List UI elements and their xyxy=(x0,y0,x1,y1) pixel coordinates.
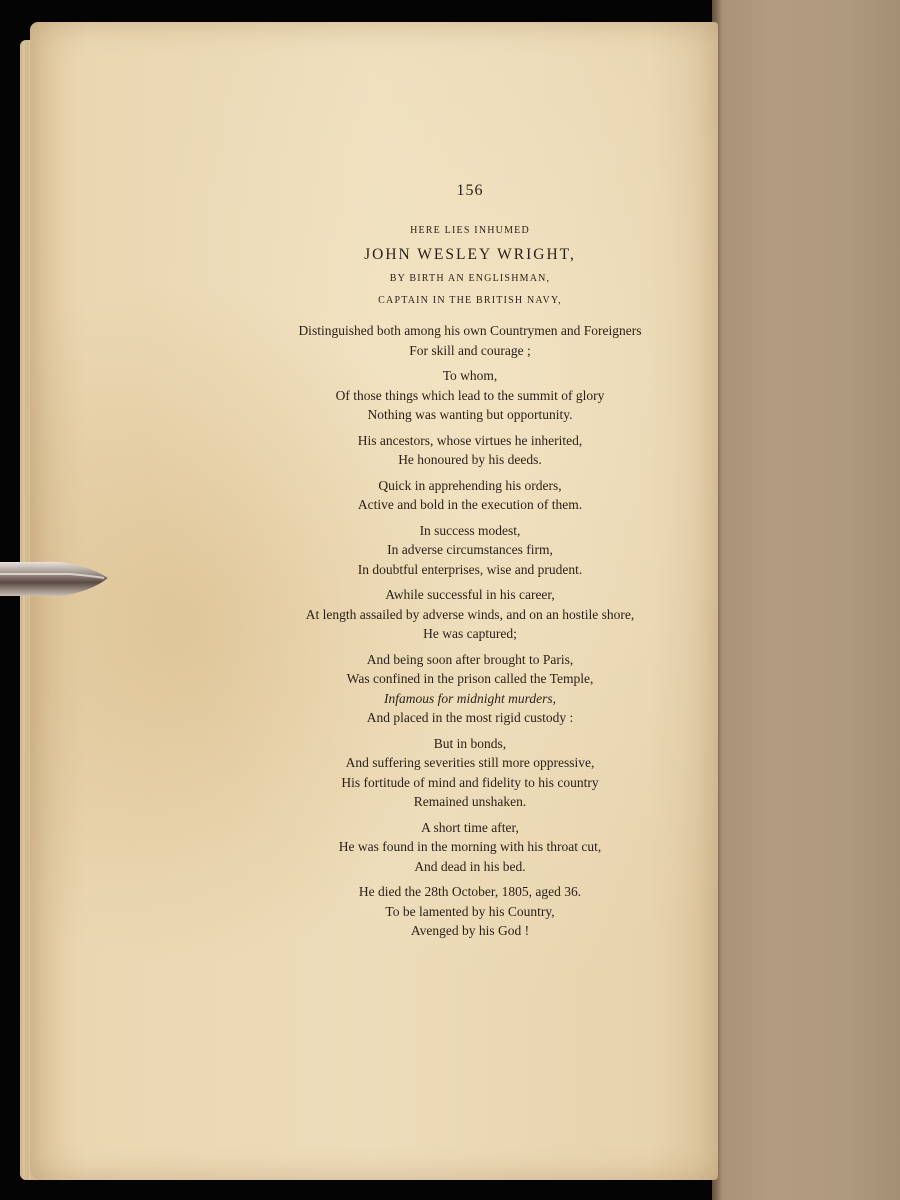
text-line: Avenged by his God ! xyxy=(410,923,530,938)
stanza-paris xyxy=(260,650,680,728)
text-line: Of those things which lead to the summit of glory xyxy=(335,387,605,403)
text-line: He was found in the morning with his throat cut, xyxy=(338,839,602,854)
text-line: Distinguished both among his own Countrymen and Foreigners xyxy=(298,323,642,338)
text-line: Active and bold in the execution of them. xyxy=(357,497,583,512)
text-line: And suffering severities still more oppressive, xyxy=(345,755,595,770)
text-line: Was confined in the prison called the Temple, xyxy=(346,671,594,686)
stanza-ancestors xyxy=(260,431,680,470)
header-line-captain: CAPTAIN IN THE BRITISH NAVY, xyxy=(378,295,562,306)
stanza-bonds xyxy=(260,734,680,812)
text-line: He died the 28th October, 1805, aged 36. xyxy=(358,884,582,899)
text-line: In adverse circumstances firm, xyxy=(387,542,553,557)
text-line: His fortitude of mind and fidelity to his country xyxy=(341,774,599,790)
text-line: A short time after, xyxy=(421,819,519,835)
text-line: He was captured; xyxy=(423,626,517,641)
text-line: And dead in his bed. xyxy=(414,858,526,874)
text-line: And being soon after brought to Paris, xyxy=(366,651,574,667)
text-line: His ancestors, whose virtues he inherited, xyxy=(357,432,583,448)
stanza-to-whom xyxy=(260,366,680,425)
stanza-short-time xyxy=(260,818,680,877)
text-line: But in bonds, xyxy=(433,735,507,751)
text-line: In success modest, xyxy=(419,522,521,538)
book-page xyxy=(30,22,718,1180)
pen-pointer-icon xyxy=(0,556,108,602)
stanza-success xyxy=(260,521,680,580)
text-line: Quick in apprehending his orders, xyxy=(378,477,562,493)
text-line: To whom, xyxy=(442,368,498,383)
epitaph-text xyxy=(260,182,680,941)
text-line: In doubtful enterprises, wise and prudent. xyxy=(357,561,583,577)
header-name: JOHN WESLEY WRIGHT, xyxy=(364,246,576,263)
page-number: 156 xyxy=(456,182,484,199)
text-line: Nothing was wanting but opportunity. xyxy=(367,407,573,422)
stanza-died xyxy=(260,882,680,941)
text-line: To be lamented by his Country, xyxy=(385,903,555,919)
header-line-birth: BY BIRTH AN ENGLISHMAN, xyxy=(389,273,551,284)
text-line: He honoured by his deeds. xyxy=(398,452,542,467)
text-line: And placed in the most rigid custody : xyxy=(366,710,574,725)
text-line: Remained unshaken. xyxy=(413,794,527,809)
text-line: At length assailed by adverse winds, and on an hostile shore, xyxy=(305,606,635,622)
stanza-distinguished xyxy=(260,321,680,360)
header-line-inhumed: HERE LIES INHUMED xyxy=(410,225,530,236)
stanza-awhile xyxy=(260,585,680,644)
facing-page xyxy=(712,0,900,1200)
stanza-quick xyxy=(260,476,680,515)
text-line-italic: Infamous for midnight murders, xyxy=(383,690,556,706)
text-line: For skill and courage ; xyxy=(409,342,531,358)
text-line: Awhile successful in his career, xyxy=(385,587,555,602)
